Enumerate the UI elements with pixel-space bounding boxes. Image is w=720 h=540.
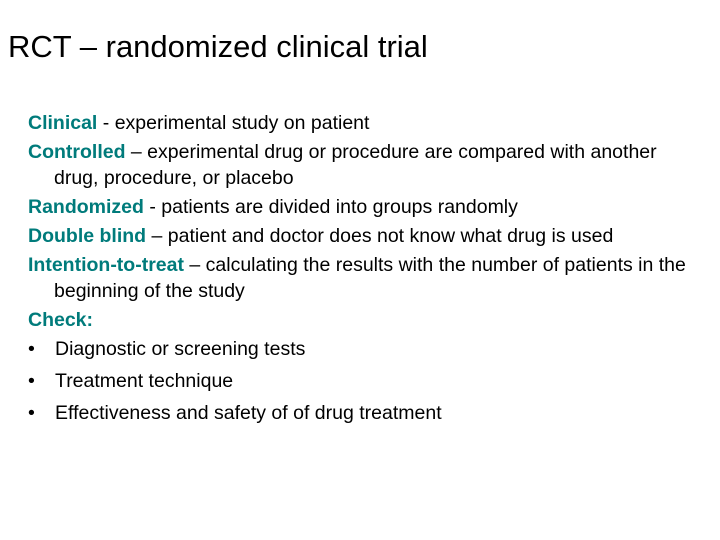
- definition-term: Intention-to-treat: [28, 254, 184, 276]
- definition-text: – experimental drug or procedure are compared with another drug, procedure, or placebo: [54, 141, 657, 189]
- bullet-dot-icon: •: [28, 370, 35, 392]
- bullet-text: Treatment technique: [55, 370, 234, 392]
- definition-double-blind: [28, 223, 698, 249]
- definition-text: – calculating the results with the number of patients in the beginning of the study: [54, 254, 686, 302]
- slide-body: [28, 110, 698, 432]
- slide-title: RCT – randomized clinical trial: [8, 29, 428, 64]
- bullet-dot-icon: •: [28, 338, 35, 360]
- definition-term: Randomized: [28, 196, 144, 218]
- bullet-item: [28, 400, 698, 426]
- check-label: Check:: [28, 309, 94, 331]
- bullet-dot-icon: •: [28, 402, 35, 424]
- bullet-text: Effectiveness and safety of of drug treatment: [55, 402, 442, 424]
- definition-controlled: [28, 139, 698, 191]
- bullet-item: [28, 336, 698, 362]
- definition-intention-to-treat: [28, 252, 698, 304]
- definition-text: – patient and doctor does not know what drug is used: [146, 225, 614, 247]
- definition-randomized: [28, 194, 698, 220]
- definition-term: Double blind: [28, 225, 147, 247]
- bullet-item: [28, 368, 698, 394]
- definition-text: - experimental study on patient: [97, 112, 370, 134]
- definition-clinical: [28, 110, 698, 136]
- definition-text: - patients are divided into groups randomly: [143, 196, 518, 218]
- definition-term: Controlled: [28, 141, 126, 163]
- bullet-text: Diagnostic or screening tests: [55, 338, 306, 360]
- definition-term: Clinical: [28, 112, 98, 134]
